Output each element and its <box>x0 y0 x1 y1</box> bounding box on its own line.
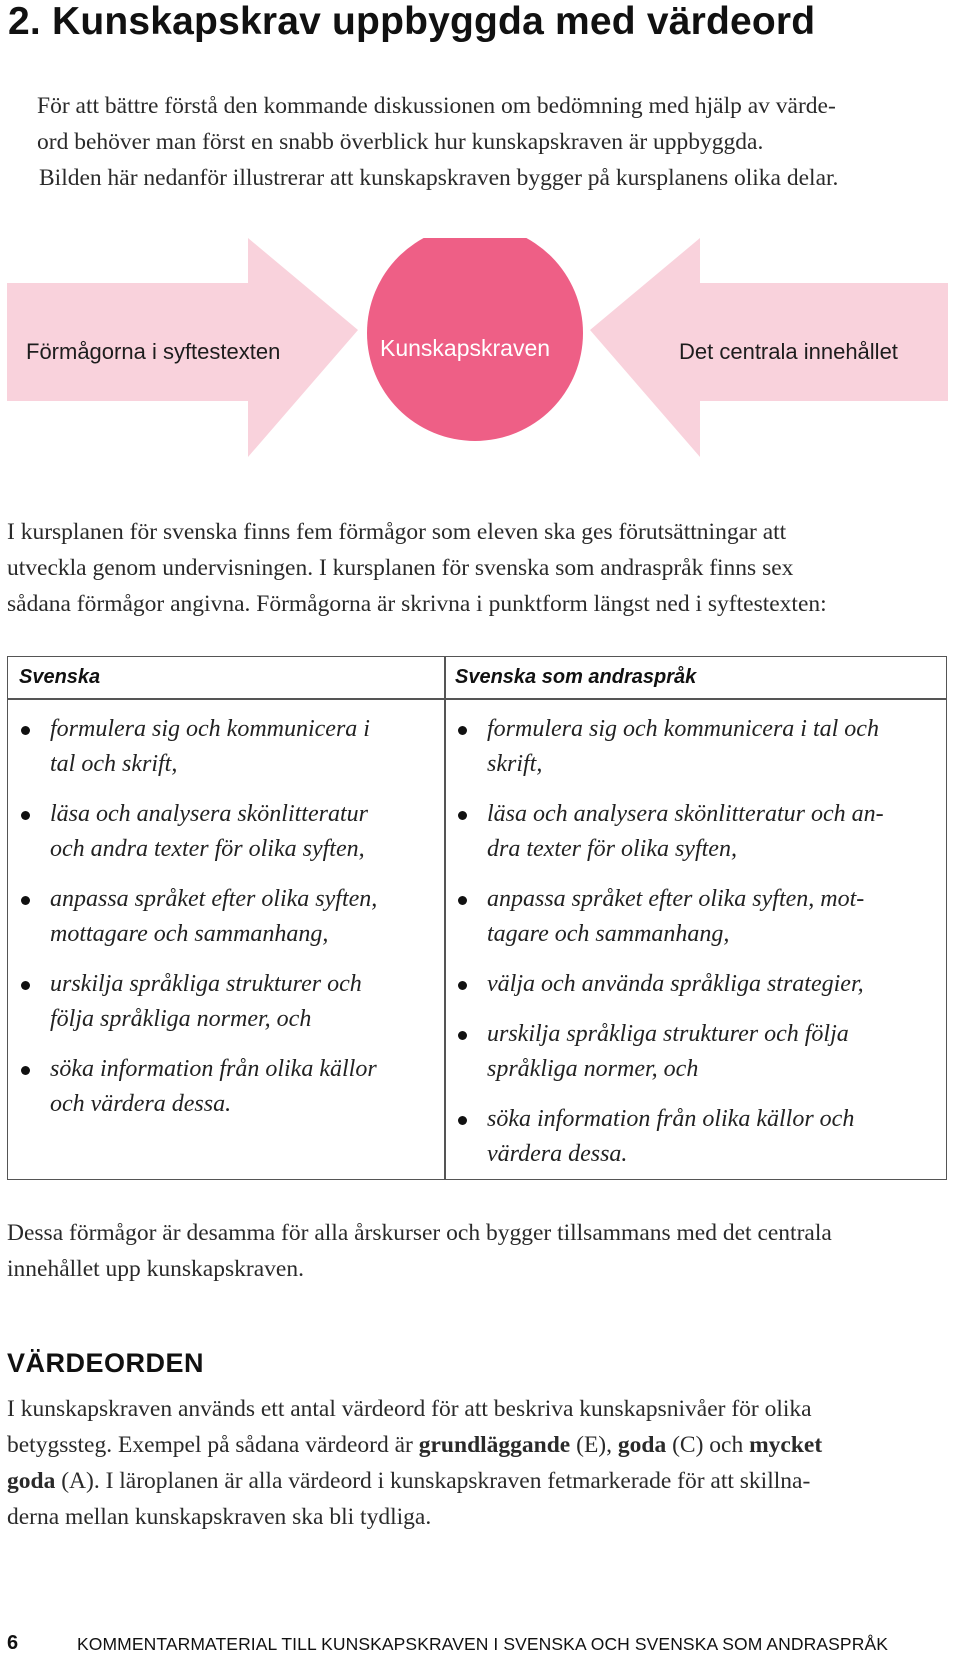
intro-paragraph <box>37 88 838 196</box>
list-item <box>453 1102 933 1172</box>
value-word-mycket: mycket <box>749 1432 823 1458</box>
diagram-label-center: Kunskapskraven <box>380 335 551 361</box>
text-line: Dessa förmågor är desamma för alla årskurser och bygger tillsammans med det centrala <box>7 1220 832 1246</box>
list-item-line: läsa och analysera skönlitteratur och an- <box>487 801 884 827</box>
list-item-line: anpassa språket efter olika syften, <box>50 886 378 912</box>
list-item <box>16 967 436 1037</box>
diagram-label-left: Förmågorna i syftestexten <box>26 339 281 364</box>
list-item-line: värdera dessa. <box>487 1141 628 1167</box>
list-item-line: följa språkliga normer, och <box>50 1006 312 1032</box>
text-line <box>7 1463 822 1499</box>
bullet-icon <box>21 896 30 905</box>
list-item-line: tagare och sammanhang, <box>487 921 730 947</box>
bullet-icon <box>21 981 30 990</box>
list-item <box>16 1052 436 1122</box>
svenska-som-andrasprak-list <box>453 712 933 1187</box>
text-line: innehållet upp kunskapskraven. <box>7 1256 304 1282</box>
text-run: (C) och <box>666 1432 750 1458</box>
value-word-grundlaggande: grundläggande <box>418 1432 571 1458</box>
svenska-list <box>16 712 436 1137</box>
list-item-line: och värdera dessa. <box>50 1091 232 1117</box>
value-word-goda-2: goda <box>7 1468 56 1494</box>
abilities-table <box>7 656 947 1180</box>
bullet-icon <box>21 811 30 820</box>
page-title: 2. Kunskapskrav uppbyggda med värdeord <box>8 0 816 43</box>
text-run: betygssteg. Exempel på sådana värdeord är <box>7 1432 419 1458</box>
section-heading: VÄRDEORDEN <box>7 1348 205 1378</box>
value-word-goda: goda <box>617 1432 667 1458</box>
list-item-line: mottagare och sammanhang, <box>50 921 329 947</box>
text-run: (A). I läroplanen är alla värdeord i kunskapskraven fetmarkerade för att skillna- <box>55 1468 811 1494</box>
list-item-line: skrift, <box>487 751 543 777</box>
list-item <box>453 1017 933 1087</box>
text-run: (E), <box>570 1432 618 1458</box>
text-line: derna mellan kunskapskraven ska bli tydliga. <box>7 1504 432 1530</box>
list-item <box>16 797 436 867</box>
bullet-icon <box>458 1116 467 1125</box>
bullet-icon <box>458 1031 467 1040</box>
list-item-line: och andra texter för olika syften, <box>50 836 365 862</box>
bullet-icon <box>458 811 467 820</box>
column-header-svenska-som-andrasprak: Svenska som andraspråk <box>455 666 697 688</box>
list-item-line: söka information från olika källor och <box>487 1106 855 1132</box>
bullet-icon <box>458 726 467 735</box>
list-item <box>453 882 933 952</box>
list-item-line: anpassa språket efter olika syften, mot- <box>487 886 865 912</box>
text-line: I kursplanen för svenska finns fem förmågor som eleven ska ges förutsättningar att <box>7 519 787 545</box>
text-line <box>7 1427 822 1463</box>
abilities-paragraph <box>7 514 827 622</box>
list-item-line: läsa och analysera skönlitteratur <box>50 801 368 827</box>
list-item-line: urskilja språkliga strukturer och följa <box>487 1021 849 1047</box>
summary-paragraph <box>7 1215 832 1287</box>
bullet-icon <box>21 1066 30 1075</box>
value-words-paragraph <box>7 1391 822 1535</box>
list-item <box>453 967 933 1002</box>
text-line: ord behöver man först en snabb överblick hur kunskapskraven är uppbyggda. <box>37 129 764 155</box>
bullet-icon <box>458 981 467 990</box>
text-line: Bilden här nedanför illustrerar att kunskapskraven bygger på kursplanens olika delar. <box>39 165 839 191</box>
bullet-icon <box>458 896 467 905</box>
knowledge-requirements-diagram <box>0 238 960 458</box>
text-line: utveckla genom undervisningen. I kursplanen för svenska som andraspråk finns sex <box>7 555 794 581</box>
column-divider <box>444 657 446 1179</box>
list-item-line: söka information från olika källor <box>50 1056 377 1082</box>
list-item-line: språkliga normer, och <box>487 1056 699 1082</box>
list-item <box>16 712 436 782</box>
list-item-line: tal och skrift, <box>50 751 178 777</box>
footer-title: KOMMENTARMATERIAL TILL KUNSKAPSKRAVEN I SVENSKA OCH SVENSKA SOM ANDRASPRÅK <box>77 1634 888 1654</box>
text-line: sådana förmågor angivna. Förmågorna är skrivna i punktform längst ned i syftestexten: <box>7 591 827 617</box>
list-item <box>453 797 933 867</box>
list-item <box>453 712 933 782</box>
list-item-line: formulera sig och kommunicera i <box>50 716 370 742</box>
list-item-line: dra texter för olika syften, <box>487 836 737 862</box>
column-header-svenska: Svenska <box>19 666 101 688</box>
header-divider <box>8 698 946 700</box>
diagram-label-right: Det centrala innehållet <box>679 339 898 364</box>
bullet-icon <box>21 726 30 735</box>
page-number: 6 <box>7 1632 19 1654</box>
text-line: I kunskapskraven används ett antal värdeord för att beskriva kunskapsnivåer för olika <box>7 1396 812 1422</box>
list-item-line: formulera sig och kommunicera i tal och <box>487 716 879 742</box>
list-item <box>16 882 436 952</box>
list-item-line: urskilja språkliga strukturer och <box>50 971 362 997</box>
list-item-line: välja och använda språkliga strategier, <box>487 971 864 997</box>
text-line: För att bättre förstå den kommande diskussionen om bedömning med hjälp av värde- <box>37 93 836 119</box>
